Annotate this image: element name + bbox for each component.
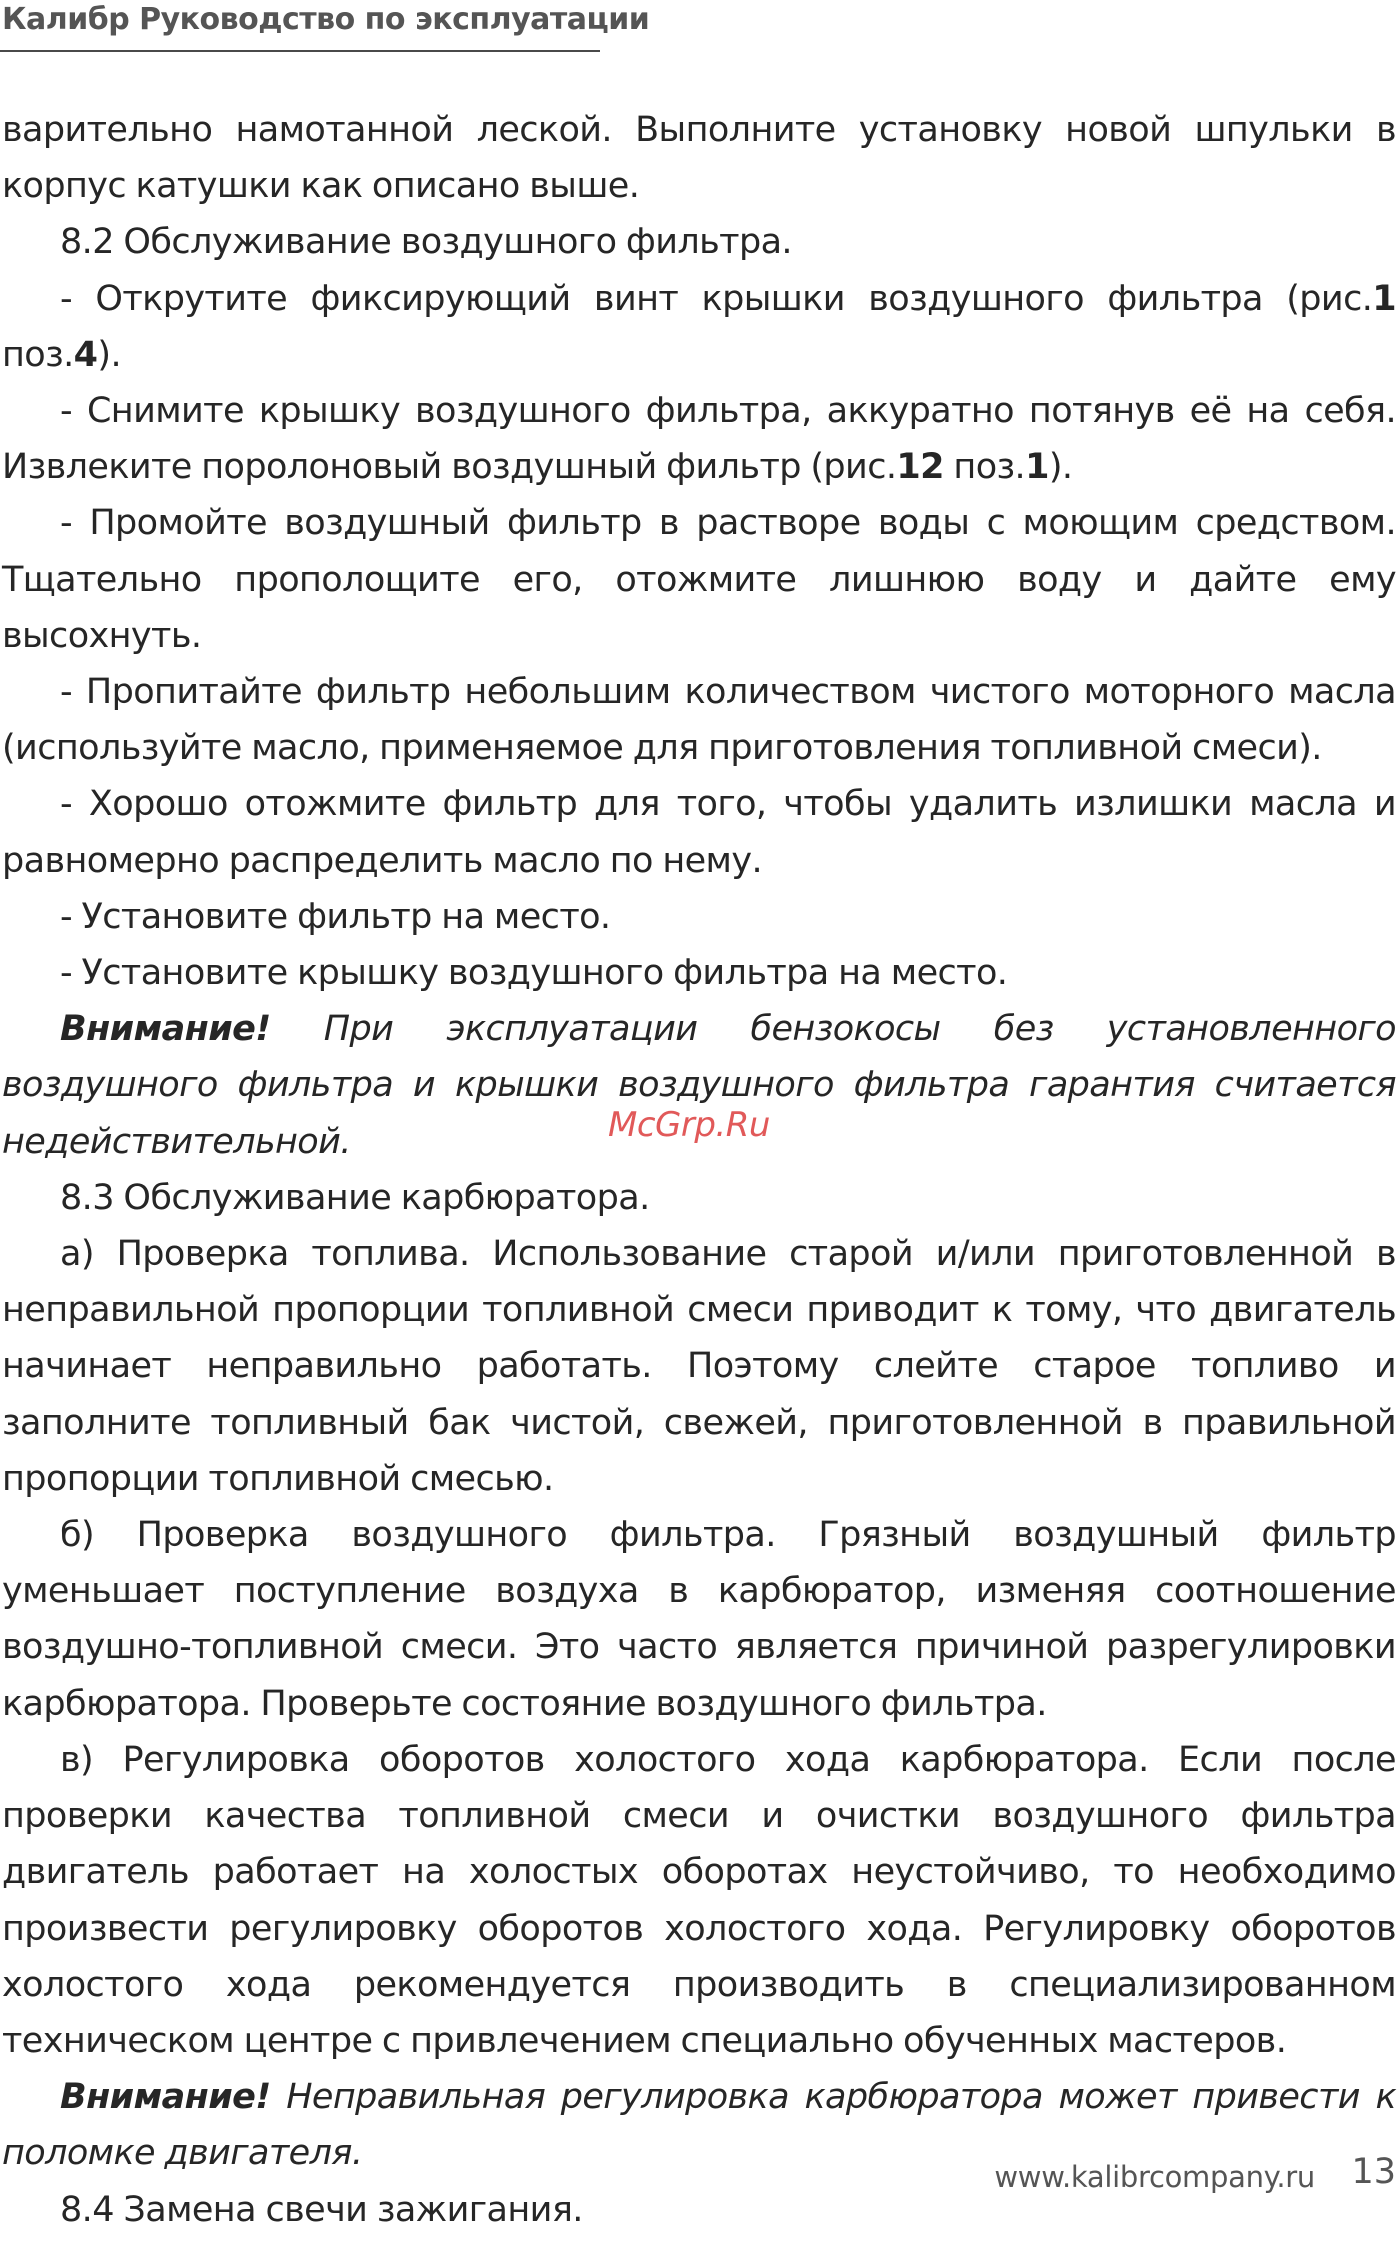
step-install-cover: - Установите крышку воздушного фильтра на место. xyxy=(60,953,1008,994)
step-wash-filter: - Промойте воздушный фильтр в растворе воды с моющим средством. Тщательно прополощите его, отожмите лишнюю воду и дайте ему высохнуть. xyxy=(2,503,1396,656)
page-number: 13 xyxy=(1351,2152,1396,2192)
section-heading-carburetor: 8.3 Обслуживание карбюратора. xyxy=(60,1177,650,1218)
watermark: McGrp.Ru xyxy=(608,1105,770,1145)
warning-text: При эксплуатации бензокосы без установленного воздушного фильтра и крышки воздушного фильтра гарантия считается недействительной. xyxy=(2,1009,1396,1162)
carburetor-filter-check: б) Проверка воздушного фильтра. Грязный воздушный фильтр уменьшает поступление воздуха в карбюратор, изменяя соотношение воздушно-топливной смеси. Это часто является причиной разрегулировки карбюратора. Проверьте состояние воздушного фильтра. xyxy=(2,1515,1396,1724)
step-text: ). xyxy=(97,334,121,375)
figure-number: 12 xyxy=(896,447,944,488)
warning-label: Внимание! xyxy=(60,2077,271,2118)
step-oil-filter: - Пропитайте фильтр небольшим количеством чистого моторного масла (используйте масло, применяемое для приготовления топливной смеси). xyxy=(2,672,1396,769)
section-heading-spark-plug: 8.4 Замена свечи зажигания. xyxy=(60,2189,583,2230)
position-number: 1 xyxy=(1025,447,1049,488)
step-text: - Открутите фиксирующий винт крышки воздушного фильтра (рис. xyxy=(60,278,1373,319)
step-text: поз. xyxy=(943,447,1026,488)
paragraph-continued: варительно намотанной леской. Выполните установку новой шпульки в корпус катушки как описано выше. xyxy=(2,110,1396,207)
carburetor-idle-adjust: в) Регулировка оборотов холостого хода карбюратора. Если после проверки качества топливной смеси и очистки воздушного фильтра двигатель работает на холостых оборотах неустойчиво, то необходимо произвести регулировку оборотов холостого хода. Регулировку оборотов холостого хода рекомендуется производить в специализированном техническом центре с привлечением специально обученных мастеров. xyxy=(2,1739,1396,2061)
footer-website: www.kalibrcompany.ru xyxy=(994,2160,1315,2194)
step-text: - Снимите крышку воздушного фильтра, аккуратно потянув её на себя. Извлеките поролоновый воздушный фильтр (рис. xyxy=(2,391,1396,488)
step-squeeze-filter: - Хорошо отожмите фильтр для того, чтобы удалить излишки масла и равномерно распределить масло по нему. xyxy=(2,784,1396,881)
document-body xyxy=(2,102,1396,2238)
carburetor-fuel-check: а) Проверка топлива. Использование старой и/или приготовленной в неправильной пропорции топливной смеси приводит к тому, что двигатель начинает неправильно работать. Поэтому слейте старое топливо и заполните топливный бак чистой, свежей, приготовленной в правильной пропорции топливной смесью. xyxy=(2,1234,1396,1499)
step-remove-cover xyxy=(2,383,1396,495)
warning-text: Неправильная регулировка карбюратора может привести к поломке двигателя. xyxy=(2,2077,1396,2174)
step-install-filter: - Установите фильтр на место. xyxy=(60,896,611,937)
section-heading-air-filter: 8.2 Обслуживание воздушного фильтра. xyxy=(60,222,792,263)
document-title: Калибр Руководство по эксплуатации xyxy=(2,2,650,37)
step-unscrew-screw xyxy=(2,271,1396,383)
step-text: поз. xyxy=(2,334,74,375)
position-number: 4 xyxy=(73,334,98,375)
warning-label: Внимание! xyxy=(60,1009,271,1050)
page-header xyxy=(0,0,650,52)
figure-number: 1 xyxy=(1372,278,1396,319)
step-text: ). xyxy=(1048,447,1073,488)
